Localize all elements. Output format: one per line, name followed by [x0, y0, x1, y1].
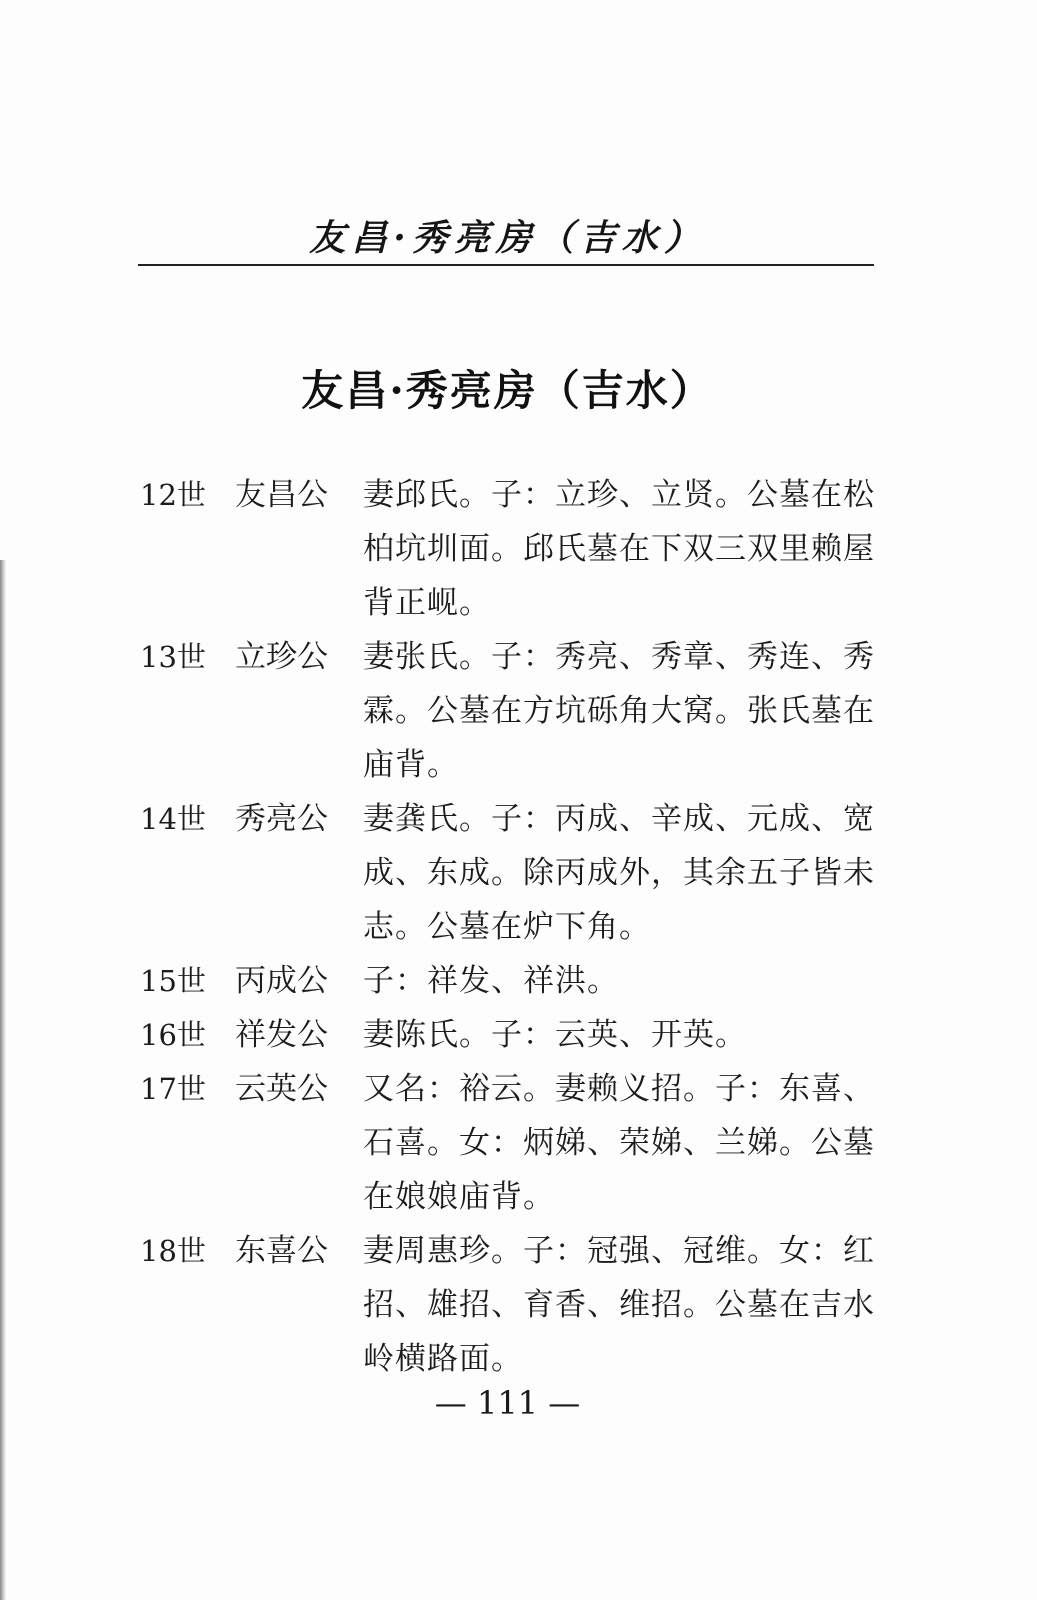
- genealogy-entry: [140, 630, 880, 792]
- page-number: — 111 —: [434, 1384, 581, 1422]
- genealogy-entry: [140, 1224, 880, 1386]
- ancestor-name: 丙成公: [235, 963, 328, 999]
- entry-text: 子：祥发、祥洪。: [363, 963, 619, 999]
- ancestor-name: 秀亮公: [235, 801, 328, 837]
- genealogy-entry: [140, 954, 880, 1008]
- entry-text: 妻龚氏。子：丙成、辛成、元成、宽成、东成。除丙成外，其余五子皆未志。公墓在炉下角。: [363, 801, 875, 945]
- chapter-title: 友昌·秀亮房（吉水）: [301, 366, 714, 415]
- header-rule: [138, 264, 874, 266]
- ancestor-name: 友昌公: [235, 477, 328, 513]
- entry-text: 妻张氏。子：秀亮、秀章、秀连、秀霖。公墓在方坑砾角大窝。张氏墓在庙背。: [363, 639, 875, 783]
- generation-label: 12世: [140, 478, 206, 512]
- generation-label: 18世: [140, 1234, 206, 1268]
- entry-text: 妻周惠珍。子：冠强、冠维。女：红招、雄招、育香、维招。公墓在吉水岭横路面。: [363, 1233, 875, 1377]
- generation-label: 15世: [140, 964, 206, 998]
- genealogy-entry: [140, 1062, 880, 1224]
- ancestor-name: 云英公: [235, 1071, 328, 1107]
- scan-edge-shadow: [0, 560, 6, 1600]
- generation-label: 16世: [140, 1018, 206, 1052]
- genealogy-entry: [140, 1008, 880, 1062]
- running-header: 友昌·秀亮房（吉水）: [309, 217, 706, 259]
- genealogy-entry: [140, 468, 880, 630]
- ancestor-name: 祥发公: [235, 1017, 328, 1053]
- ancestor-name: 立珍公: [235, 639, 328, 675]
- entry-text: 妻邱氏。子：立珍、立贤。公墓在松柏坑圳面。邱氏墓在下双三双里赖屋背正岘。: [363, 477, 875, 621]
- generation-label: 13世: [140, 640, 206, 674]
- entry-text: 又名：裕云。妻赖义招。子：东喜、石喜。女：炳娣、荣娣、兰娣。公墓在娘娘庙背。: [363, 1071, 875, 1215]
- ancestor-name: 东喜公: [235, 1233, 328, 1269]
- generation-label: 17世: [140, 1072, 206, 1106]
- genealogy-entry: [140, 792, 880, 954]
- generation-label: 14世: [140, 802, 206, 836]
- entry-text: 妻陈氏。子：云英、开英。: [363, 1017, 747, 1053]
- genealogy-entries: [140, 468, 880, 1386]
